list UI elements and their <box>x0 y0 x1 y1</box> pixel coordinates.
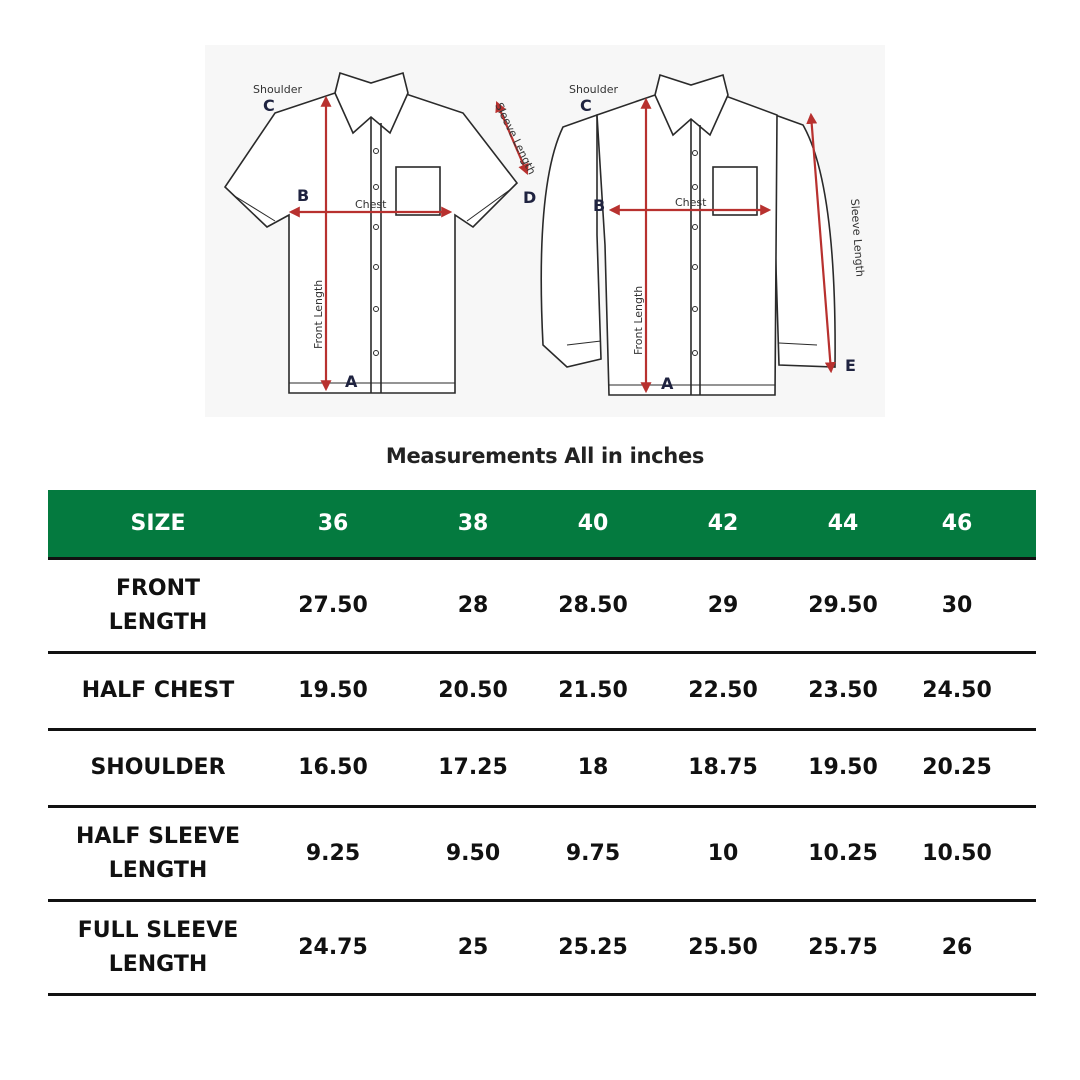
half-shoulder-label: Shoulder <box>253 83 302 96</box>
table-cell: 10.50 <box>878 807 1036 901</box>
header-size-36: 36 <box>268 490 398 559</box>
table-cell: 10 <box>638 807 808 901</box>
half-point-c-label: C <box>263 96 275 115</box>
table-cell: 20.50 <box>398 653 548 730</box>
half-sleeve-shirt-illustration <box>225 73 517 393</box>
table-cell: 25.50 <box>638 901 808 995</box>
row-label <box>48 653 268 730</box>
table-cell: 25 <box>398 901 548 995</box>
table-row <box>48 559 1036 653</box>
row-label-line1: HALF CHEST <box>81 678 235 703</box>
half-sleeve-length-label: Sleeve Length <box>492 100 539 177</box>
table-header-row <box>48 490 1036 559</box>
half-front-length-label: Front Length <box>312 279 325 349</box>
table-cell: 21.50 <box>548 653 638 730</box>
full-point-c-label: C <box>580 96 592 115</box>
table-cell: 29 <box>638 559 808 653</box>
shirt-measurement-diagram <box>205 45 885 417</box>
table-cell: 9.25 <box>268 807 398 901</box>
full-sleeve-shirt-illustration <box>541 75 835 395</box>
table-cell: 10.25 <box>808 807 878 901</box>
full-sleeve-shirt-left-sleeve <box>541 115 601 367</box>
full-chest-label: Chest <box>675 196 707 209</box>
table-cell: 9.50 <box>398 807 548 901</box>
table-cell: 25.75 <box>808 901 878 995</box>
table-cell: 20.25 <box>878 730 1036 807</box>
row-label-line2: LENGTH <box>108 951 208 977</box>
table-cell: 28 <box>398 559 548 653</box>
row-label-line1: SHOULDER <box>90 755 226 780</box>
full-sleeve-shirt-body <box>597 95 777 395</box>
half-point-b-label: B <box>297 186 310 205</box>
table-cell: 29.50 <box>808 559 878 653</box>
row-label <box>48 559 268 653</box>
row-label <box>48 901 268 995</box>
table-row <box>48 807 1036 901</box>
table-cell: 25.25 <box>548 901 638 995</box>
table-row <box>48 901 1036 995</box>
half-point-d-label: D <box>523 188 537 207</box>
table-cell: 9.75 <box>548 807 638 901</box>
full-point-e-label: E <box>845 356 856 375</box>
half-point-a-label: A <box>345 372 358 391</box>
table-row <box>48 653 1036 730</box>
table-cell: 28.50 <box>548 559 638 653</box>
row-label-line2: LENGTH <box>108 857 208 883</box>
size-chart-table <box>48 490 1036 996</box>
table-cell: 26 <box>878 901 1036 995</box>
table-cell: 24.75 <box>268 901 398 995</box>
row-label <box>48 807 268 901</box>
full-shoulder-label: Shoulder <box>569 83 618 96</box>
table-cell: 24.50 <box>878 653 1036 730</box>
header-size-44: 44 <box>808 490 878 559</box>
table-cell: 16.50 <box>268 730 398 807</box>
table-cell: 27.50 <box>268 559 398 653</box>
row-label-line1: HALF SLEEVE <box>75 823 241 849</box>
row-label <box>48 730 268 807</box>
row-label-line1: FULL SLEEVE <box>77 917 239 943</box>
table-cell: 19.50 <box>268 653 398 730</box>
full-sleeve-length-label: Sleeve Length <box>848 198 867 278</box>
table-cell: 17.25 <box>398 730 548 807</box>
full-front-length-label: Front Length <box>632 285 645 355</box>
header-size-46: 46 <box>878 490 1036 559</box>
table-cell: 22.50 <box>638 653 808 730</box>
full-point-b-label: B <box>593 196 606 215</box>
full-point-a-label: A <box>661 374 674 393</box>
half-chest-label: Chest <box>355 198 387 211</box>
table-row <box>48 730 1036 807</box>
header-size-40: 40 <box>548 490 638 559</box>
table-cell: 30 <box>878 559 1036 653</box>
header-size-42: 42 <box>638 490 808 559</box>
header-size: SIZE <box>48 490 268 559</box>
measurements-caption: Measurements All in inches <box>385 444 705 468</box>
table-cell: 18 <box>548 730 638 807</box>
table-cell: 19.50 <box>808 730 878 807</box>
table-cell: 18.75 <box>638 730 808 807</box>
row-label-line1: FRONT <box>115 575 201 601</box>
half-sleeve-shirt-pocket <box>396 167 440 215</box>
full-sleeve-shirt-pocket <box>713 167 757 215</box>
table-cell: 23.50 <box>808 653 878 730</box>
row-label-line2: LENGTH <box>108 609 208 635</box>
header-size-38: 38 <box>398 490 548 559</box>
